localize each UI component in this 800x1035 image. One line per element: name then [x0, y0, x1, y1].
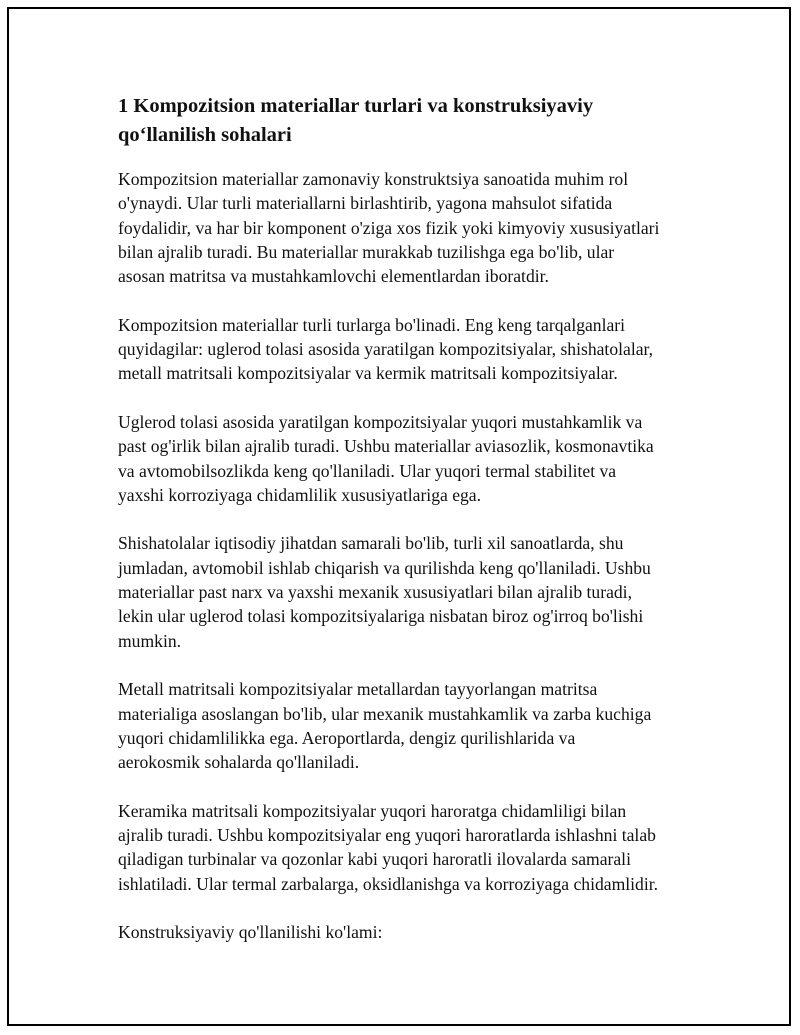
paragraph-line: metall matritsali kompozitsiyalar va kermik matritsali kompozitsiyalar. — [118, 363, 618, 384]
paragraph-fiberglass — [118, 531, 698, 652]
paragraph-line: va avtomobilsozlikda keng qo'llaniladi. Ular yuqori termal stabilitet va — [118, 460, 617, 481]
paragraph-line: lekin ular uglerod tolasi kompozitsiyalariga nisbatan biroz og'irroq bo'lishi — [118, 606, 644, 627]
paragraph-line: Keramika matritsali kompozitsiyalar yuqori haroratga chidamliligi bilan — [118, 800, 627, 821]
section-heading — [118, 92, 698, 150]
paragraph-line: mumkin. — [118, 630, 182, 651]
paragraph-line: Shishatolalar iqtisodiy jihatdan samarali bo'lib, turli xil sanoatlarda, shu — [118, 533, 624, 554]
paragraph-line: materiallar past narx va yaxshi mexanik xususiyatlari bilan ajralib turadi, — [118, 582, 632, 603]
paragraph-line: o'ynaydi. Ular turli materiallarni birlashtirib, yagona mahsulot sifatida — [118, 193, 613, 214]
paragraph-types — [118, 313, 698, 386]
paragraph-metal-matrix — [118, 677, 698, 774]
paragraph-line: Kompozitsion materiallar turli turlarga bo'linadi. Eng keng tarqalganlari — [118, 314, 626, 335]
paragraph-line: aerokosmik sohalarda qo'llaniladi. — [118, 752, 360, 773]
paragraph-line: ajralib turadi. Ushbu kompozitsiyalar eng yuqori haroratlarda ishlashni talab — [118, 825, 656, 846]
paragraph-line: past og'irlik bilan ajralib turadi. Ushbu materiallar aviasozlik, kosmonavtika — [118, 436, 654, 457]
paragraph-ceramic-matrix — [118, 799, 698, 896]
document-content — [118, 92, 698, 969]
paragraph-line: bilan ajralib turadi. Bu materiallar murakkab tuzilishga ega bo'lib, ular — [118, 241, 615, 262]
paragraph-carbon-fiber — [118, 410, 698, 507]
paragraph-line: yuqori chidamlilikka ega. Aeroportlarda, dengiz qurilishlarida va — [118, 727, 576, 748]
paragraph-line: materialiga asoslangan bo'lib, ular mexanik mustahkamlik va zarba kuchiga — [118, 703, 652, 724]
paragraph-line: Metall matritsali kompozitsiyalar metallardan tayyorlangan matritsa — [118, 679, 598, 700]
paragraph-line: asosan matritsa va mustahkamlovchi elementlardan iboratdir. — [118, 266, 549, 287]
paragraph-intro — [118, 167, 698, 288]
paragraph-line: Konstruksiyaviy qo'llanilishi ko'lami: — [118, 922, 383, 943]
paragraph-line: yaxshi korroziyaga chidamlilik xususiyatlariga ega. — [118, 484, 482, 505]
paragraph-line: Uglerod tolasi asosida yaratilgan kompozitsiyalar yuqori mustahkamlik va — [118, 411, 643, 432]
heading-line: 1 Kompozitsion materiallar turlari va konstruksiyaviy — [118, 95, 594, 117]
paragraph-line: Kompozitsion materiallar zamonaviy konstruktsiya sanoatida muhim rol — [118, 169, 629, 189]
paragraph-line: ishlatiladi. Ular termal zarbalarga, oksidlanishga va korroziyaga chidamlidir. — [118, 873, 659, 894]
paragraph-line: jumladan, avtomobil ishlab chiqarish va qurilishda keng qo'llaniladi. Ushbu — [118, 557, 651, 578]
paragraph-scope — [118, 920, 698, 944]
paragraph-line: qiladigan turbinalar va qozonlar kabi yuqori haroratli ilovalarda samarali — [118, 849, 631, 870]
paragraph-line: foydalidir, va har bir komponent o'ziga xos fizik yoki kimyoviy xususiyatlari — [118, 217, 660, 238]
heading-line: qo‘llanilish sohalari — [118, 124, 292, 146]
paragraph-line: quyidagilar: uglerod tolasi asosida yaratilgan kompozitsiyalar, shishatolalar, — [118, 339, 654, 360]
